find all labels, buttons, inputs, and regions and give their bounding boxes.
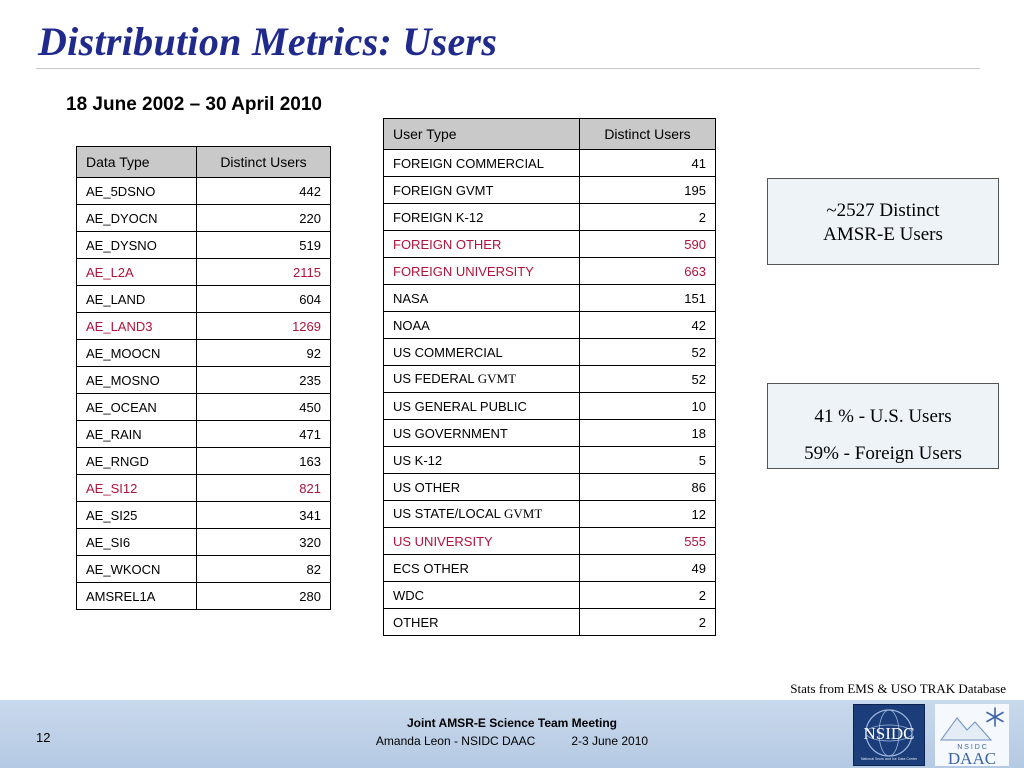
column-header-distinct-users: Distinct Users — [580, 119, 716, 150]
row-type-label: AE_WKOCN — [86, 561, 161, 577]
presenter: Amanda Leon - NSIDC DAAC — [375, 734, 536, 748]
row-type-cell — [384, 582, 580, 609]
row-count-cell: 10 — [580, 393, 716, 420]
row-type-label: AMSREL1A — [86, 588, 156, 604]
table-row — [384, 177, 716, 204]
table-row — [384, 258, 716, 285]
table-row — [77, 394, 331, 421]
row-type-label: AE_OCEAN — [86, 399, 157, 415]
table-row — [384, 204, 716, 231]
row-type-label: US GOVERNMENT — [393, 425, 508, 441]
row-type-cell — [384, 258, 580, 285]
table-row — [77, 421, 331, 448]
row-type-cell — [77, 556, 197, 583]
row-count-cell: 450 — [197, 394, 331, 421]
row-type-suffix: GVMT — [504, 506, 543, 521]
meeting-title: Joint AMSR-E Science Team Meeting — [406, 716, 618, 730]
row-count-cell: 2 — [580, 582, 716, 609]
row-type-label: US COMMERCIAL — [393, 344, 503, 360]
row-count-cell: 471 — [197, 421, 331, 448]
table-row — [77, 556, 331, 583]
row-type-label: FOREIGN UNIVERSITY — [393, 263, 534, 279]
row-type-label: AE_SI25 — [86, 507, 138, 523]
svg-text:NSIDC: NSIDC — [863, 724, 915, 743]
row-type-cell — [384, 339, 580, 366]
row-type-label: US GENERAL PUBLIC — [393, 398, 527, 414]
row-type-label: AE_MOSNO — [86, 372, 160, 388]
row-type-label: FOREIGN K-12 — [393, 209, 484, 225]
row-type-label: AE_RAIN — [86, 426, 142, 442]
row-count-cell: 86 — [580, 474, 716, 501]
user-split-callout — [767, 383, 999, 469]
row-count-cell: 42 — [580, 312, 716, 339]
column-header-user-type: User Type — [384, 119, 580, 150]
row-type-label: US UNIVERSITY — [393, 533, 493, 549]
data-type-table — [76, 146, 331, 610]
row-type-label: FOREIGN OTHER — [393, 236, 502, 252]
table-row — [384, 150, 716, 177]
table-row — [384, 285, 716, 312]
row-count-cell: 2 — [580, 609, 716, 636]
row-type-cell — [384, 366, 580, 393]
table-row — [77, 448, 331, 475]
row-type-label: NASA — [393, 290, 429, 306]
row-count-cell: 821 — [197, 475, 331, 502]
row-type-cell — [77, 286, 197, 313]
snowflake-icon — [987, 708, 1003, 726]
table-row — [77, 502, 331, 529]
row-count-cell: 41 — [580, 150, 716, 177]
row-type-cell — [384, 447, 580, 474]
table-row — [77, 286, 331, 313]
table-row — [77, 529, 331, 556]
slide-title: Distribution Metrics: Users — [38, 19, 498, 64]
table-header-row — [77, 147, 331, 178]
nsidc-logo — [853, 704, 925, 766]
table-row — [384, 393, 716, 420]
table-header-row — [384, 119, 716, 150]
row-type-label: AE_LAND3 — [86, 318, 153, 334]
table-row — [77, 205, 331, 232]
row-count-cell: 1269 — [197, 313, 331, 340]
row-type-cell — [77, 583, 197, 610]
table-row — [77, 367, 331, 394]
row-type-label: AE_L2A — [86, 264, 134, 280]
row-type-label: US FEDERAL — [393, 371, 478, 386]
table-row — [384, 474, 716, 501]
row-count-cell: 163 — [197, 448, 331, 475]
row-type-cell — [77, 502, 197, 529]
table-row — [77, 313, 331, 340]
row-type-label: AE_DYOCN — [86, 210, 158, 226]
row-type-cell — [77, 394, 197, 421]
total-users-callout — [767, 178, 999, 265]
table-row — [77, 259, 331, 286]
row-count-cell: 2 — [580, 204, 716, 231]
row-type-label: WDC — [393, 587, 425, 603]
table-row — [384, 582, 716, 609]
table-row — [384, 312, 716, 339]
table-row — [384, 339, 716, 366]
row-type-cell — [384, 285, 580, 312]
row-type-label: ECS OTHER — [393, 560, 469, 576]
daac-logo — [935, 704, 1009, 766]
row-type-cell — [77, 205, 197, 232]
row-count-cell: 92 — [197, 340, 331, 367]
row-type-cell — [77, 421, 197, 448]
table-row — [77, 232, 331, 259]
row-type-label: OTHER — [393, 614, 439, 630]
column-header-data-type: Data Type — [77, 147, 197, 178]
row-type-cell — [384, 528, 580, 555]
table-row — [384, 366, 716, 393]
row-type-label: AE_MOOCN — [86, 345, 161, 361]
table-row — [77, 475, 331, 502]
column-header-distinct-users: Distinct Users — [197, 147, 331, 178]
row-type-suffix: GVMT — [477, 371, 517, 386]
row-type-cell — [77, 340, 197, 367]
row-count-cell: 604 — [197, 286, 331, 313]
row-type-label: AE_5DSNO — [86, 183, 156, 199]
row-count-cell: 2115 — [197, 259, 331, 286]
row-type-cell — [77, 448, 197, 475]
table-row — [384, 609, 716, 636]
row-type-cell — [77, 367, 197, 394]
row-type-label: FOREIGN GVMT — [393, 182, 494, 198]
row-type-cell — [77, 178, 197, 205]
row-count-cell: 12 — [580, 501, 716, 528]
row-type-cell — [77, 313, 197, 340]
foreign-users-percentage: 59% - Foreign Users — [804, 443, 962, 464]
row-count-cell: 151 — [580, 285, 716, 312]
row-count-cell: 220 — [197, 205, 331, 232]
svg-text:N S I D C: N S I D C — [957, 744, 987, 751]
row-type-cell — [384, 555, 580, 582]
row-count-cell: 280 — [197, 583, 331, 610]
row-count-cell: 519 — [197, 232, 331, 259]
row-count-cell: 590 — [580, 231, 716, 258]
svg-text:National Snow and Ice Data Cen: National Snow and Ice Data Center — [860, 757, 918, 761]
row-type-cell — [77, 259, 197, 286]
row-type-cell — [384, 393, 580, 420]
row-count-cell: 5 — [580, 447, 716, 474]
table-row — [384, 528, 716, 555]
row-type-cell — [384, 474, 580, 501]
row-count-cell: 52 — [580, 339, 716, 366]
row-count-cell: 341 — [197, 502, 331, 529]
row-type-cell — [384, 150, 580, 177]
table-row — [384, 231, 716, 258]
row-type-cell — [384, 420, 580, 447]
total-users-line-2: AMSR-E Users — [823, 224, 943, 245]
row-count-cell: 52 — [580, 366, 716, 393]
user-type-table — [383, 118, 716, 636]
row-count-cell: 442 — [197, 178, 331, 205]
row-type-cell — [384, 501, 580, 528]
row-type-label: AE_LAND — [86, 291, 146, 307]
row-type-label: US K-12 — [393, 452, 443, 468]
row-type-cell — [384, 312, 580, 339]
row-type-cell — [384, 204, 580, 231]
row-type-label: NOAA — [393, 317, 430, 333]
table-row — [384, 501, 716, 528]
meeting-date: 2-3 June 2010 — [571, 734, 649, 748]
table-row — [77, 178, 331, 205]
title-divider — [36, 68, 980, 69]
page-number: 12 — [36, 730, 51, 745]
date-range: 18 June 2002 – 30 April 2010 — [66, 94, 322, 115]
table-row — [384, 420, 716, 447]
total-users-line-1: ~2527 Distinct — [826, 200, 940, 221]
row-type-cell — [77, 529, 197, 556]
row-type-label: AE_RNGD — [86, 453, 149, 469]
us-users-percentage: 41 % - U.S. Users — [814, 406, 952, 427]
row-type-label: AE_SI12 — [86, 480, 138, 496]
row-type-label: US STATE/LOCAL — [393, 506, 505, 521]
row-count-cell: 320 — [197, 529, 331, 556]
row-type-label: FOREIGN COMMERCIAL — [393, 155, 544, 171]
row-type-cell — [384, 609, 580, 636]
slide-footer — [0, 700, 1024, 768]
row-count-cell: 18 — [580, 420, 716, 447]
row-type-label: AE_DYSNO — [86, 237, 157, 253]
source-note: Stats from EMS & USO TRAK Database — [790, 681, 1006, 696]
svg-text:DAAC: DAAC — [947, 749, 997, 766]
row-type-cell — [384, 231, 580, 258]
table-row — [384, 555, 716, 582]
row-type-label: US OTHER — [393, 479, 461, 495]
table-row — [77, 583, 331, 610]
row-count-cell: 82 — [197, 556, 331, 583]
row-count-cell: 663 — [580, 258, 716, 285]
row-type-label: AE_SI6 — [86, 534, 131, 550]
row-count-cell: 195 — [580, 177, 716, 204]
row-type-cell — [384, 177, 580, 204]
row-count-cell: 555 — [580, 528, 716, 555]
row-count-cell: 49 — [580, 555, 716, 582]
table-row — [77, 340, 331, 367]
row-count-cell: 235 — [197, 367, 331, 394]
row-type-cell — [77, 232, 197, 259]
table-row — [384, 447, 716, 474]
row-type-cell — [77, 475, 197, 502]
